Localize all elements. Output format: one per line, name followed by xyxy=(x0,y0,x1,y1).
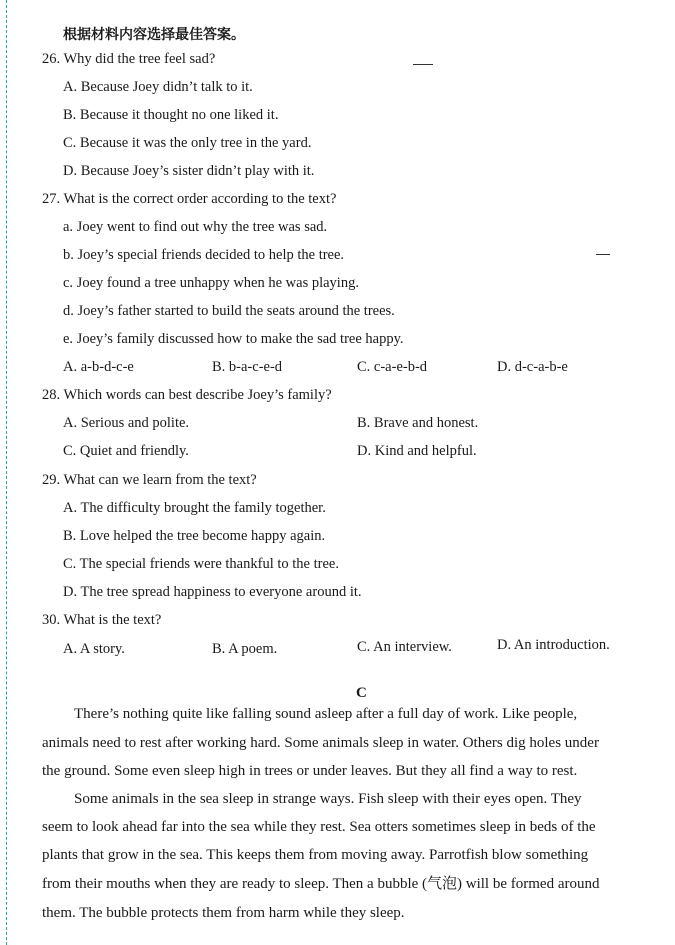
option-29c: C. The special friends were thankful to the tree. xyxy=(63,556,339,572)
pen-mark xyxy=(413,64,433,65)
option-27d: D. d-c-a-b-e xyxy=(497,359,568,375)
paragraph-1-line-1: There’s nothing quite like falling sound asleep after a full day of work. Like people, xyxy=(74,706,578,722)
option-30a: A. A story. xyxy=(63,641,125,657)
binding-margin-line xyxy=(6,0,7,945)
section-title: C xyxy=(356,685,367,701)
option-28b: B. Brave and honest. xyxy=(357,415,479,431)
question-stem: Why did the tree feel sad? xyxy=(63,51,216,67)
question-stem: What is the text? xyxy=(63,612,162,628)
event-c: c. Joey found a tree unhappy when he was playing. xyxy=(63,275,359,291)
question-28 xyxy=(42,386,332,404)
option-30c: C. An interview. xyxy=(357,639,452,655)
question-stem: What is the correct order according to the text? xyxy=(63,191,337,207)
option-26b: B. Because it thought no one liked it. xyxy=(63,107,279,123)
paragraph-1-line-3: the ground. Some even sleep high in trees or under leaves. But they all find a way to rest. xyxy=(42,763,578,779)
option-27c: C. c-a-e-b-d xyxy=(357,359,428,375)
question-number: 28. xyxy=(42,387,61,403)
option-28c: C. Quiet and friendly. xyxy=(63,443,189,459)
instruction: 根据材料内容选择最佳答案。 xyxy=(63,27,245,43)
option-28a: A. Serious and polite. xyxy=(63,415,190,431)
event-b: b. Joey’s special friends decided to help the tree. xyxy=(63,247,345,263)
pen-mark xyxy=(596,254,610,255)
paragraph-2-line-1: Some animals in the sea sleep in strange ways. Fish sleep with their eyes open. They xyxy=(74,791,582,807)
question-stem: What can we learn from the text? xyxy=(63,472,257,488)
option-29b: B. Love helped the tree become happy again. xyxy=(63,528,326,544)
option-27a: A. a-b-d-c-e xyxy=(63,359,134,375)
option-29d: D. The tree spread happiness to everyone around it. xyxy=(63,584,362,600)
option-26a: A. Because Joey didn’t talk to it. xyxy=(63,79,253,95)
event-e: e. Joey’s family discussed how to make the sad tree happy. xyxy=(63,331,404,347)
question-number: 29. xyxy=(42,472,61,488)
option-28d: D. Kind and helpful. xyxy=(357,443,477,459)
paragraph-2-line-5: them. The bubble protects them from harm while they sleep. xyxy=(42,905,405,921)
question-number: 26. xyxy=(42,51,61,67)
option-30d: D. An introduction. xyxy=(497,637,610,653)
event-a: a. Joey went to find out why the tree was sad. xyxy=(63,219,328,235)
option-27b: B. b-a-c-e-d xyxy=(212,359,283,375)
paragraph-1-line-2: animals need to rest after working hard. Some animals sleep in water. Others dig holes under xyxy=(42,735,599,751)
question-26 xyxy=(42,50,215,68)
paragraph-2-line-4: from their mouths when they are ready to sleep. Then a bubble (气泡) will be formed around xyxy=(42,876,600,892)
option-26d: D. Because Joey’s sister didn’t play with it. xyxy=(63,163,315,179)
question-number: 30. xyxy=(42,612,61,628)
paragraph-2-line-2: seem to look ahead far into the sea while they rest. Sea otters sometimes sleep in beds of the xyxy=(42,819,596,835)
option-30b: B. A poem. xyxy=(212,641,278,657)
option-26c: C. Because it was the only tree in the yard. xyxy=(63,135,312,151)
paragraph-2-line-3: plants that grow in the sea. This keeps them from moving away. Parrotfish blow something xyxy=(42,847,589,863)
question-27 xyxy=(42,190,336,208)
question-29 xyxy=(42,471,257,489)
event-d: d. Joey’s father started to build the seats around the trees. xyxy=(63,303,395,319)
question-stem: Which words can best describe Joey’s family? xyxy=(63,387,332,403)
question-number: 27. xyxy=(42,191,61,207)
question-30 xyxy=(42,611,161,629)
option-29a: A. The difficulty brought the family together. xyxy=(63,500,326,516)
